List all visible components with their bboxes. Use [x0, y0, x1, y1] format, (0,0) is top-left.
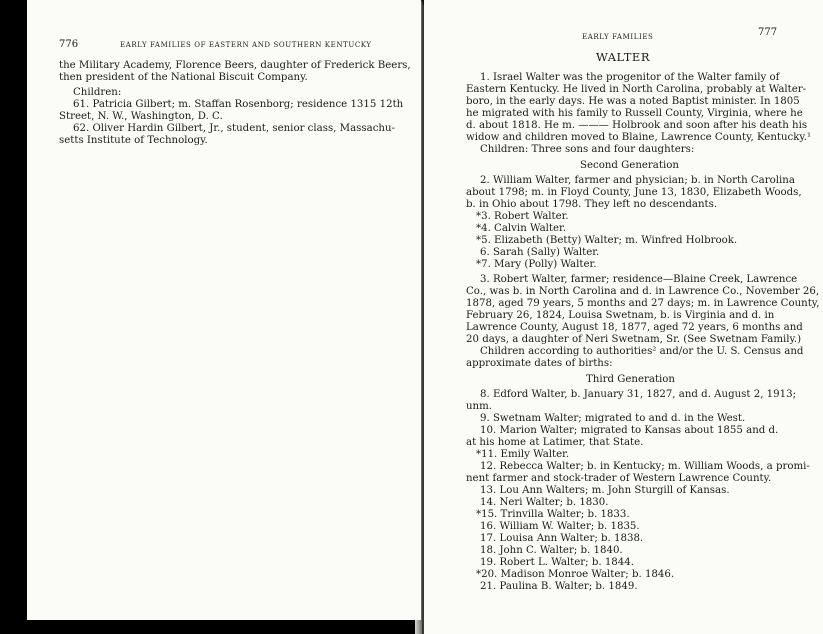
text-line: approximate dates of births: — [466, 358, 613, 369]
list-item: at his home at Latimer, that State. — [466, 437, 644, 448]
page-number: 777 — [758, 27, 778, 38]
text-line: February 26, 1824, Louisa Swetnam, b. is Virginia and d. in — [466, 310, 775, 321]
text-line: b. in Ohio about 1798. They left no descendants. — [466, 199, 718, 210]
text-line: Children: — [73, 87, 122, 98]
text-line: he migrated with his family to Russell County, Virginia, where he — [466, 108, 803, 119]
text-line: setts Institute of Technology. — [59, 135, 208, 146]
generation-heading: Third Generation — [586, 374, 675, 385]
list-item: *3. Robert Walter. — [476, 211, 569, 222]
list-item: *7. Mary (Polly) Walter. — [476, 259, 597, 270]
text-line: Street, N. W., Washington, D. C. — [59, 111, 223, 122]
text-line: the Military Academy, Florence Beers, daughter of Frederick Beers, — [59, 60, 411, 71]
list-item: 9. Swetnam Walter; migrated to and d. in the West. — [480, 413, 746, 424]
list-item: nent farmer and stock-trader of Western Lawrence County. — [466, 473, 772, 484]
list-item: *4. Calvin Walter. — [476, 223, 567, 234]
text-line: 3. Robert Walter, farmer; residence—Blaine Creek, Lawrence — [480, 274, 798, 285]
text-line: Co., was b. in North Carolina and d. in Lawrence Co., November 26, — [466, 286, 820, 297]
list-item: 13. Lou Ann Walters; m. John Sturgill of Kansas. — [480, 485, 730, 496]
list-item: 14. Neri Walter; b. 1830. — [480, 497, 609, 508]
text-line: widow and children moved to Blaine, Lawrence County, Kentucky.¹ — [466, 132, 812, 143]
list-item: *15. Trinvilla Walter; b. 1833. — [476, 509, 630, 520]
list-item: 17. Louisa Ann Walter; b. 1838. — [480, 533, 644, 544]
text-line: boro, in the early days. He was a noted Baptist minister. In 1805 — [466, 96, 800, 107]
list-item: 10. Marion Walter; migrated to Kansas about 1855 and d. — [480, 425, 779, 436]
text-line: 62. Oliver Hardin Gilbert, Jr., student, senior class, Massachu- — [73, 123, 395, 134]
list-item: 19. Robert L. Walter; b. 1844. — [480, 557, 634, 568]
text-line: 1. Israel Walter was the progenitor of the Walter family of — [480, 72, 780, 83]
list-item: unm. — [466, 401, 493, 412]
right-page — [424, 0, 823, 634]
text-line: Children according to authorities² and/or the U. S. Census and — [480, 346, 804, 357]
text-line: 20 days, a daughter of Neri Swetnam, Sr. (See Swetnam Family.) — [466, 334, 802, 345]
list-item: 16. William W. Walter; b. 1835. — [480, 521, 640, 532]
left-page — [27, 0, 421, 620]
list-item: *11. Emily Walter. — [476, 449, 570, 460]
list-item: 21. Paulina B. Walter; b. 1849. — [480, 581, 638, 592]
text-line: Lawrence County, August 18, 1877, aged 72 years, 6 months and — [466, 322, 803, 333]
page-number: 776 — [59, 39, 79, 50]
text-line: Children: Three sons and four daughters: — [480, 144, 695, 155]
text-line: 2. William Walter, farmer and physician; b. in North Carolina — [480, 175, 795, 186]
list-item: 18. John C. Walter; b. 1840. — [480, 545, 623, 556]
generation-heading: Second Generation — [580, 160, 679, 171]
text-line: 61. Patricia Gilbert; m. Staffan Rosenborg; residence 1315 12th — [73, 99, 404, 110]
list-item: 8. Edford Walter, b. January 31, 1827, and d. August 2, 1913; — [480, 389, 797, 400]
list-item: *20. Madison Monroe Walter; b. 1846. — [476, 569, 675, 580]
running-head: EARLY FAMILIES — [582, 33, 654, 41]
family-title: WALTER — [596, 50, 650, 64]
running-head: EARLY FAMILIES OF EASTERN AND SOUTHERN KENTUCKY — [120, 41, 372, 49]
list-item: *5. Elizabeth (Betty) Walter; m. Winfred Holbrook. — [476, 235, 738, 246]
list-item: 12. Rebecca Walter; b. in Kentucky; m. William Woods, a promi- — [480, 461, 810, 472]
text-line: Eastern Kentucky. He lived in North Carolina, probably at Walter- — [466, 84, 807, 95]
text-line: then president of the National Biscuit Company. — [59, 72, 308, 83]
text-line: about 1798; m. in Floyd County, June 13, 1830, Elizabeth Woods, — [466, 187, 802, 198]
list-item: 6. Sarah (Sally) Walter. — [480, 247, 600, 258]
text-line: d. about 1818. He m. ——— Holbrook and soon after his death his — [466, 120, 808, 131]
text-line: 1878, aged 79 years, 5 months and 27 days; m. in Lawrence County, — [466, 298, 820, 309]
